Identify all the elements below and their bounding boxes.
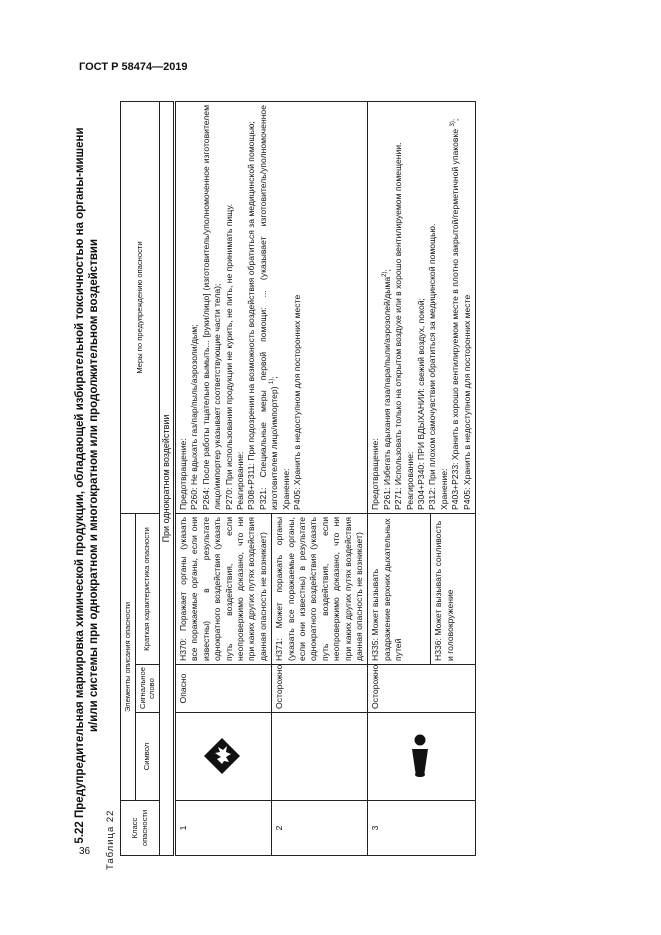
signal-word: Осторожно [272, 665, 368, 713]
section-label: При однократном воздействии [159, 102, 174, 856]
measure-line: Реагирование: [404, 451, 415, 510]
class-cell: 1 [174, 801, 271, 856]
section-title-line-2: и/или системы при однократном и многократном или продолжительном воздействии [88, 238, 100, 733]
col-elements: Элементы описания опасности [121, 514, 136, 801]
signal-word: Осторожно [368, 665, 476, 713]
measure-line: Хранение: [280, 468, 291, 510]
table-row [368, 102, 431, 856]
measure-line: Р304+Р340: ПРИ ВДЫХАНИИ: свежий воздух, покой; [416, 298, 427, 510]
hazard-statement: Н336: Может вызывать сонливость и головокружение [431, 514, 476, 665]
health-hazard-icon [174, 713, 271, 801]
measure-line: Р405: Хранить в недоступном для посторонних месте [291, 294, 302, 510]
measure-line: Р264: После работы тщательно вымыть... [руки/лицо] (изготовитель/уполномоченное изготовителем лицо/импортер указывает соответствующие части тела); [200, 105, 223, 510]
measures-cell [368, 102, 476, 514]
table-label: Таблица 22 [105, 809, 116, 870]
measure-line: Предотвращение: [177, 438, 188, 510]
hazard-statement: Н370: Поражает органы (указать все поражаемые органы, если они известны) в результате однократного воздействия (указать путь воздействия, если неопровержимо доказано, что ни при каких других путях воздействия данная опасность не возникает) [174, 514, 271, 665]
page-number: 36 [79, 846, 91, 857]
measures-cell [174, 102, 368, 514]
col-class: Класс опасности [121, 801, 160, 856]
exclamation-icon [368, 713, 476, 801]
col-measures: Меры по предупреждению опасности [121, 102, 160, 514]
col-signal: Сигнальное слово [135, 665, 159, 713]
section-row [159, 102, 174, 856]
measure-line: Р260: Не вдыхать газ/пар/пыль/аэрозоли/дым; [189, 324, 200, 510]
measure-line: Р403+Р233: Хранить в хорошо вентилируемом месте в плотно закрытой/герметичной упаковке $^{3)}$; [450, 118, 461, 510]
measure-line: Хранение: [438, 468, 449, 510]
hazard-statement: Н371: Может поражать органы (указать все поражаемые органы, если они известны) в результате однократного воздействия (указать путь воздействия, если неопровержимо доказано, что ни при каких других путях воздействия данная опасность не возникает) [272, 514, 368, 665]
measure-line: Р312: При плохом самочувствии обратиться за медицинской помощью. [427, 223, 438, 510]
header-row-1 [121, 102, 136, 856]
measure-line: Р261: Избегать вдыхания газа/пара/пыли/аэрозолей/дыма$^{2)}$; [381, 269, 392, 510]
hazard-statement: Н335: Может вызывать раздражение верхних дыхательных путей [368, 514, 431, 665]
measure-line: Р321: Специальные меры первой помощи: ... (указывает изготовитель/уполномоченное изготовителем лицо/импортер) $^{1)}$; [257, 105, 280, 510]
measure-line: Р405: Хранить в недоступном для посторонних месте [461, 294, 472, 510]
section-title [73, 95, 101, 876]
hazard-table [120, 101, 476, 856]
class-cell: 3 [368, 801, 476, 856]
footnote-ref: 3) [450, 121, 457, 127]
measure-line: Р271: Использовать только на открытом воздухе или в хорошо вентилируемом помещении. [393, 142, 404, 510]
footnote-ref: 1) [269, 378, 276, 385]
table-row [174, 102, 271, 856]
measure-line: Р270: При использовании продукции не курить, не пить, не принимать пищу. [223, 203, 234, 510]
measure-line: Р308+Р311: При подозрении на возможность воздействия обратиться за медицинской помощью; [246, 121, 257, 510]
rotated-content [65, 89, 596, 870]
footnote-ref: 2) [381, 271, 388, 277]
signal-word: Опасно [174, 665, 271, 713]
section-title-line-1: 5.22 Предупредительная маркировка химической продукции, обладающей избирательной токсичностью на органы-мишени [74, 127, 86, 844]
health-hazard-icon [272, 713, 368, 801]
class-cell: 2 [272, 801, 368, 856]
col-hazard: Краткая характеристика опасности [135, 514, 159, 665]
measure-line: Реагирование: [234, 451, 245, 510]
measure-line: Предотвращение: [370, 438, 381, 510]
standard-header: ГОСТ Р 58474—2019 [79, 61, 188, 73]
col-symbol: Символ [135, 713, 159, 801]
